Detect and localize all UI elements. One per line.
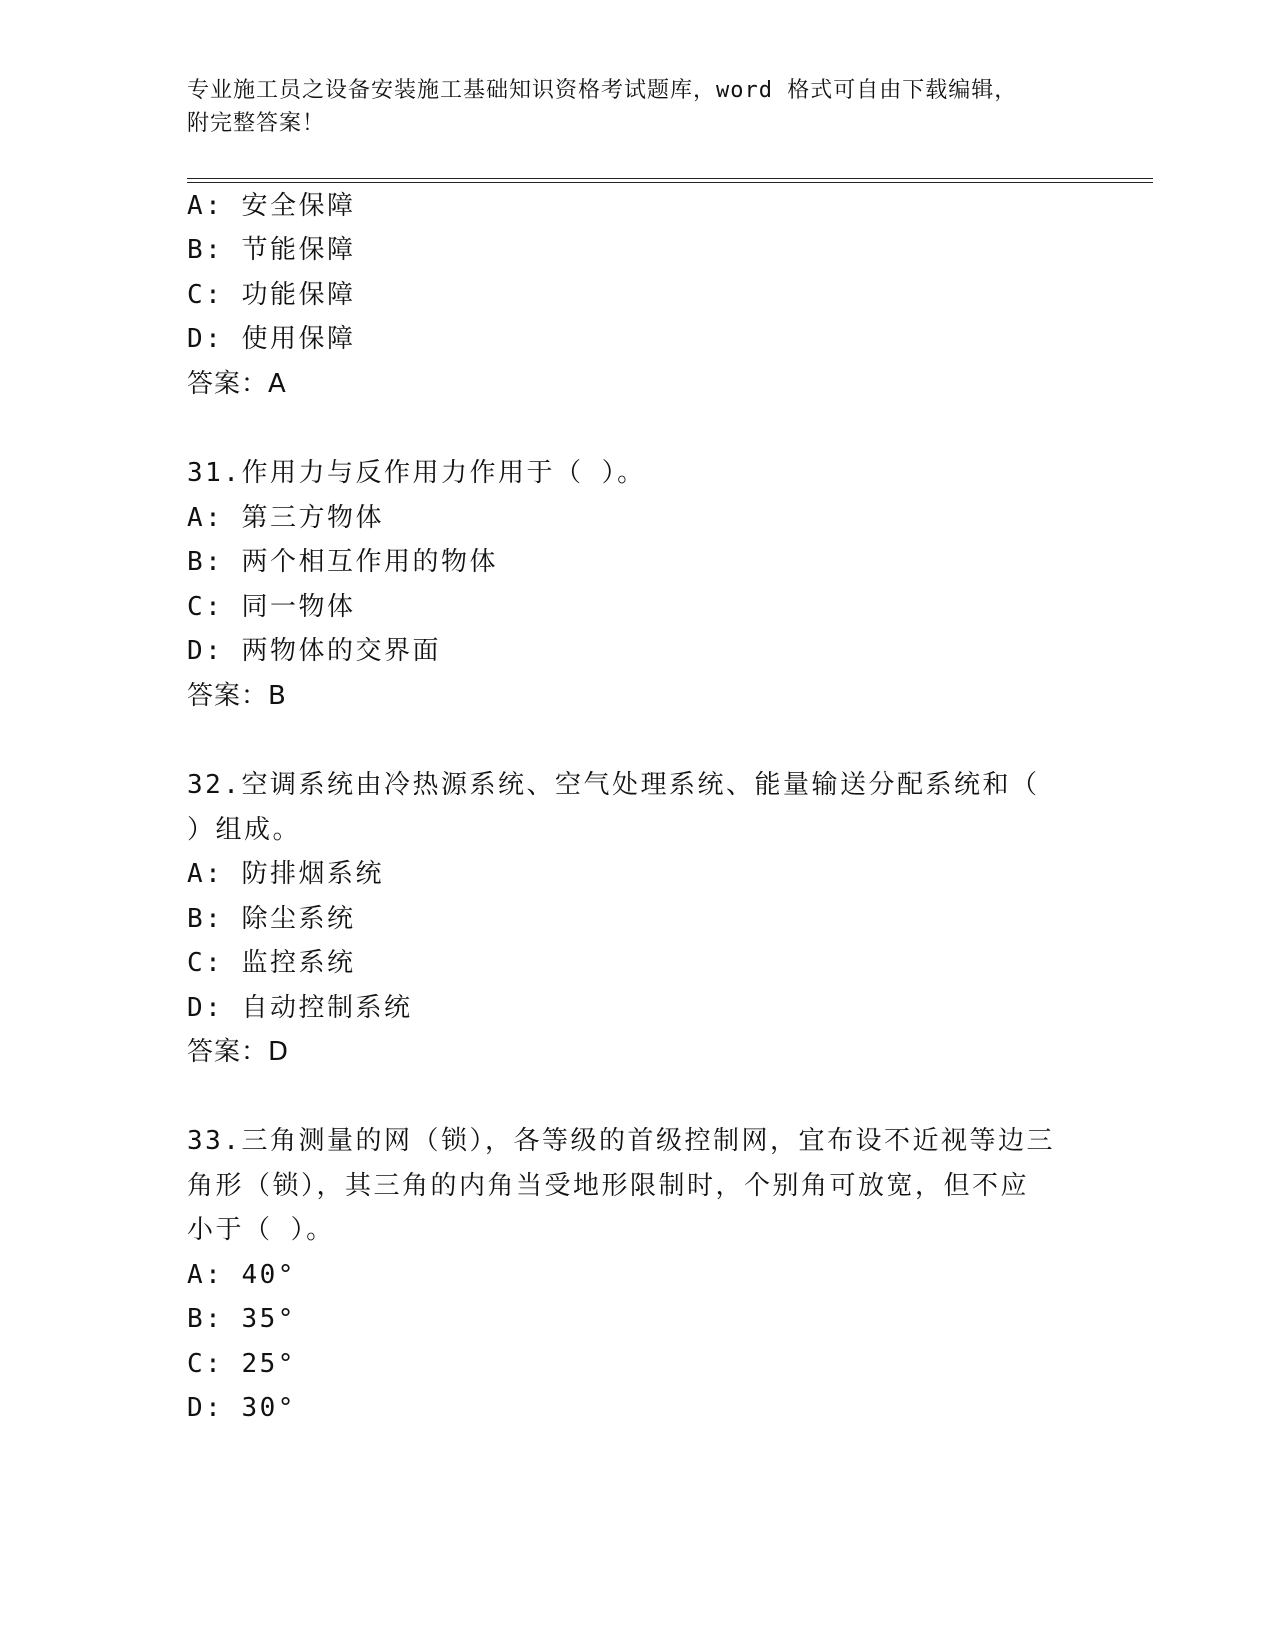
q31-question: 31.作用力与反作用力作用于（ ）。 (187, 458, 646, 488)
q32-option-a: A: 防排烟系统 (187, 859, 384, 889)
header-line-1: 专业施工员之设备安装施工基础知识资格考试题库，word 格式可自由下载编辑， (187, 78, 1018, 103)
header-divider-top (187, 178, 1153, 179)
document-header (187, 74, 1087, 140)
header-divider-bottom (187, 182, 1153, 183)
q33-question-line-2: 角形（锁），其三角的内角当受地形限制时，个别角可放宽，但不应 (187, 1171, 1030, 1201)
q32-option-d: D: 自动控制系统 (187, 993, 413, 1023)
q30-answer: 答案：A (187, 369, 287, 399)
q32-question-line-2: ）组成。 (187, 815, 302, 845)
q33-option-a: A: 40° (187, 1260, 296, 1290)
q30-option-c: C: 功能保障 (187, 280, 356, 310)
q32-answer: 答案：D (187, 1037, 290, 1067)
q33-option-d: D: 30° (187, 1393, 296, 1423)
q33-question-line-1: 33.三角测量的网（锁），各等级的首级控制网，宜布设不近视等边三 (187, 1126, 1055, 1156)
q33-option-b: B: 35° (187, 1304, 296, 1334)
q33-option-c: C: 25° (187, 1349, 296, 1379)
q32-option-c: C: 监控系统 (187, 948, 356, 978)
q31-option-b: B: 两个相互作用的物体 (187, 547, 498, 577)
q30-option-b: B: 节能保障 (187, 235, 356, 265)
q31-option-c: C: 同一物体 (187, 592, 356, 622)
q32-option-b: B: 除尘系统 (187, 904, 356, 934)
q30-option-a: A: 安全保障 (187, 191, 356, 221)
q32-question-line-1: 32.空调系统由冷热源系统、空气处理系统、能量输送分配系统和（ (187, 770, 1040, 800)
q31-answer: 答案：B (187, 681, 287, 711)
q31-option-a: A: 第三方物体 (187, 503, 384, 533)
q31-option-d: D: 两物体的交界面 (187, 636, 441, 666)
header-line-2: 附完整答案！ (187, 111, 326, 136)
q33-question-line-3: 小于（ ）。 (187, 1215, 335, 1245)
q30-option-d: D: 使用保障 (187, 324, 356, 354)
